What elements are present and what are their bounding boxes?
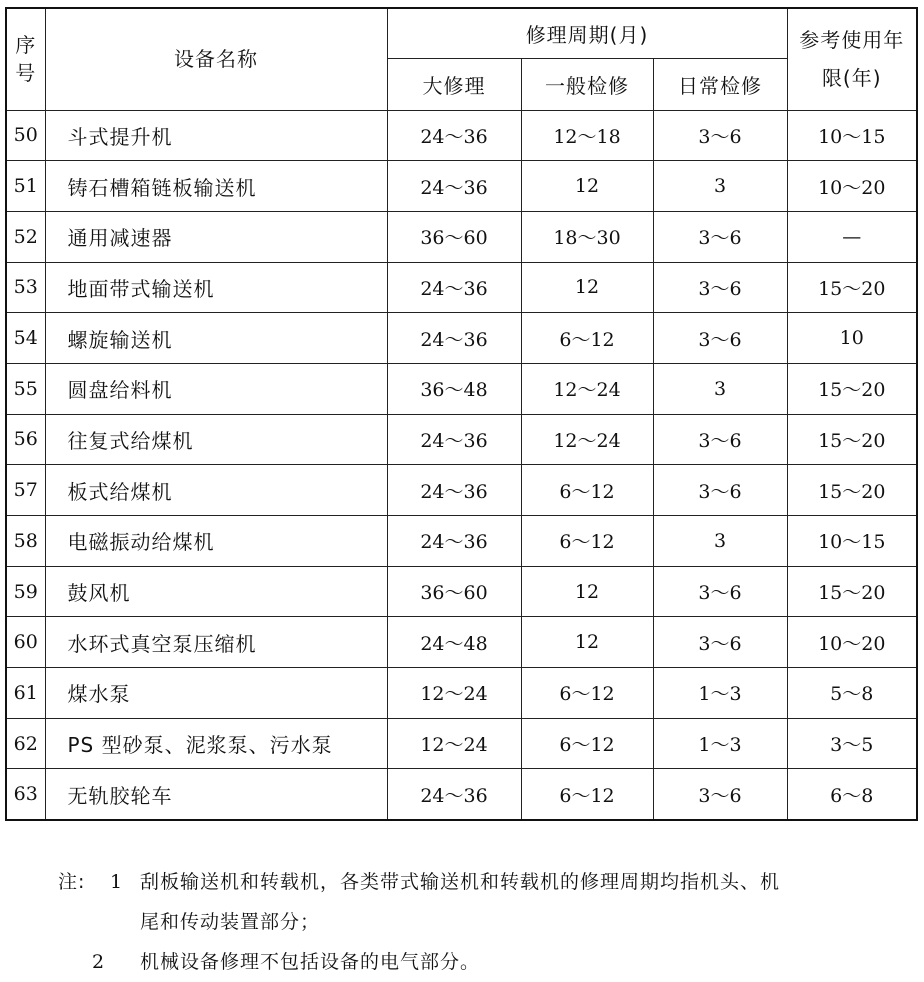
- cell-major-repair: 24～36: [387, 110, 521, 161]
- cell-no: 58: [6, 516, 45, 567]
- cell-equipment-name: 鼓风机: [45, 566, 387, 617]
- cell-daily-repair: 3～6: [653, 465, 787, 516]
- note-text-1b: 尾和传动装置部分；: [140, 911, 321, 933]
- cell-no: 57: [6, 465, 45, 516]
- table-row: [6, 516, 917, 567]
- cell-major-repair: 24～36: [387, 769, 521, 820]
- header-years: [787, 8, 917, 110]
- note-item-1: [58, 862, 918, 902]
- header-cycle: 修理周期(月): [387, 8, 787, 58]
- cell-general-repair: 12～18: [521, 110, 653, 161]
- header-name: 设备名称: [45, 8, 387, 110]
- cell-major-repair: 36～60: [387, 211, 521, 262]
- cell-service-years: 15～20: [787, 465, 917, 516]
- cell-daily-repair: 3: [653, 516, 787, 567]
- note-text-2: 机械设备修理不包括设备的电气部分。: [140, 951, 481, 973]
- cell-daily-repair: 1～3: [653, 718, 787, 769]
- cell-service-years: —: [787, 211, 917, 262]
- cell-daily-repair: 3～6: [653, 262, 787, 313]
- cell-equipment-name: 地面带式输送机: [45, 262, 387, 313]
- cell-equipment-name: 板式给煤机: [45, 465, 387, 516]
- cell-no: 59: [6, 566, 45, 617]
- cell-equipment-name: 往复式给煤机: [45, 414, 387, 465]
- cell-daily-repair: 1～3: [653, 668, 787, 719]
- cell-service-years: 10～20: [787, 161, 917, 212]
- header-daily: 日常检修: [653, 58, 787, 110]
- cell-service-years: 10～20: [787, 617, 917, 668]
- cell-no: 60: [6, 617, 45, 668]
- cell-service-years: 10～15: [787, 110, 917, 161]
- cell-general-repair: 12: [521, 617, 653, 668]
- cell-equipment-name: 无轨胶轮车: [45, 769, 387, 820]
- cell-daily-repair: 3: [653, 363, 787, 414]
- cell-equipment-name: 煤水泵: [45, 668, 387, 719]
- header-seq-text: 序号: [15, 33, 37, 86]
- header-years-text: 参考使用年限(年): [799, 28, 905, 91]
- cell-daily-repair: 3～6: [653, 211, 787, 262]
- cell-general-repair: 6～12: [521, 668, 653, 719]
- cell-equipment-name: 螺旋输送机: [45, 313, 387, 364]
- cell-general-repair: 6～12: [521, 718, 653, 769]
- cell-no: 53: [6, 262, 45, 313]
- note-text-1a: 刮板输送机和转载机，各类带式输送机和转载机的修理周期均指机头、机: [140, 871, 781, 893]
- cell-no: 54: [6, 313, 45, 364]
- table-row: [6, 363, 917, 414]
- cell-major-repair: 24～36: [387, 414, 521, 465]
- cell-service-years: 3～5: [787, 718, 917, 769]
- cell-general-repair: 6～12: [521, 465, 653, 516]
- cell-major-repair: 24～36: [387, 516, 521, 567]
- table-body: [6, 110, 917, 820]
- cell-equipment-name: 电磁振动给煤机: [45, 516, 387, 567]
- cell-no: 56: [6, 414, 45, 465]
- note-item-2: [58, 942, 918, 982]
- cell-daily-repair: 3～6: [653, 769, 787, 820]
- cell-general-repair: 12: [521, 262, 653, 313]
- cell-major-repair: 24～36: [387, 465, 521, 516]
- cell-no: 55: [6, 363, 45, 414]
- cell-service-years: 15～20: [787, 363, 917, 414]
- cell-daily-repair: 3～6: [653, 566, 787, 617]
- table-row: [6, 110, 917, 161]
- cell-major-repair: 24～36: [387, 262, 521, 313]
- cell-general-repair: 12: [521, 566, 653, 617]
- cell-equipment-name: 圆盘给料机: [45, 363, 387, 414]
- cell-service-years: 5～8: [787, 668, 917, 719]
- cell-equipment-name: 水环式真空泵压缩机: [45, 617, 387, 668]
- cell-general-repair: 12～24: [521, 363, 653, 414]
- cell-major-repair: 36～48: [387, 363, 521, 414]
- table-row: [6, 211, 917, 262]
- cell-equipment-name: 斗式提升机: [45, 110, 387, 161]
- cell-daily-repair: 3～6: [653, 414, 787, 465]
- cell-general-repair: 18～30: [521, 211, 653, 262]
- table-row: [6, 617, 917, 668]
- cell-equipment-name: PS 型砂泵、泥浆泵、污水泵: [45, 718, 387, 769]
- cell-no: 50: [6, 110, 45, 161]
- cell-major-repair: 12～24: [387, 668, 521, 719]
- cell-general-repair: 6～12: [521, 313, 653, 364]
- cell-major-repair: 24～36: [387, 161, 521, 212]
- cell-no: 61: [6, 668, 45, 719]
- header-general: 一般检修: [521, 58, 653, 110]
- header-seq: [6, 8, 45, 110]
- note-number-1: 1: [110, 871, 124, 893]
- table-row: [6, 161, 917, 212]
- table-row: [6, 769, 917, 820]
- cell-general-repair: 6～12: [521, 769, 653, 820]
- cell-general-repair: 6～12: [521, 516, 653, 567]
- cell-no: 62: [6, 718, 45, 769]
- table-row: [6, 566, 917, 617]
- table-row: [6, 262, 917, 313]
- cell-service-years: 15～20: [787, 414, 917, 465]
- table-row: [6, 414, 917, 465]
- cell-daily-repair: 3～6: [653, 313, 787, 364]
- cell-no: 51: [6, 161, 45, 212]
- notes-label: 注:: [58, 871, 86, 893]
- cell-service-years: 15～20: [787, 566, 917, 617]
- table-row: [6, 718, 917, 769]
- header-major: 大修理: [387, 58, 521, 110]
- cell-no: 63: [6, 769, 45, 820]
- equipment-repair-table: [5, 7, 918, 821]
- cell-daily-repair: 3～6: [653, 617, 787, 668]
- cell-general-repair: 12～24: [521, 414, 653, 465]
- table-row: [6, 465, 917, 516]
- table-row: [6, 668, 917, 719]
- cell-major-repair: 24～36: [387, 313, 521, 364]
- cell-service-years: 10: [787, 313, 917, 364]
- cell-major-repair: 24～48: [387, 617, 521, 668]
- cell-daily-repair: 3: [653, 161, 787, 212]
- cell-service-years: 10～15: [787, 516, 917, 567]
- table-row: [6, 313, 917, 364]
- cell-equipment-name: 通用减速器: [45, 211, 387, 262]
- cell-major-repair: 36～60: [387, 566, 521, 617]
- cell-daily-repair: 3～6: [653, 110, 787, 161]
- cell-general-repair: 12: [521, 161, 653, 212]
- cell-equipment-name: 铸石槽箱链板输送机: [45, 161, 387, 212]
- cell-major-repair: 12～24: [387, 718, 521, 769]
- note-item-1-continued: [58, 902, 918, 942]
- note-number-2: 2: [92, 951, 106, 973]
- cell-no: 52: [6, 211, 45, 262]
- cell-service-years: 15～20: [787, 262, 917, 313]
- notes: [58, 862, 918, 982]
- cell-service-years: 6～8: [787, 769, 917, 820]
